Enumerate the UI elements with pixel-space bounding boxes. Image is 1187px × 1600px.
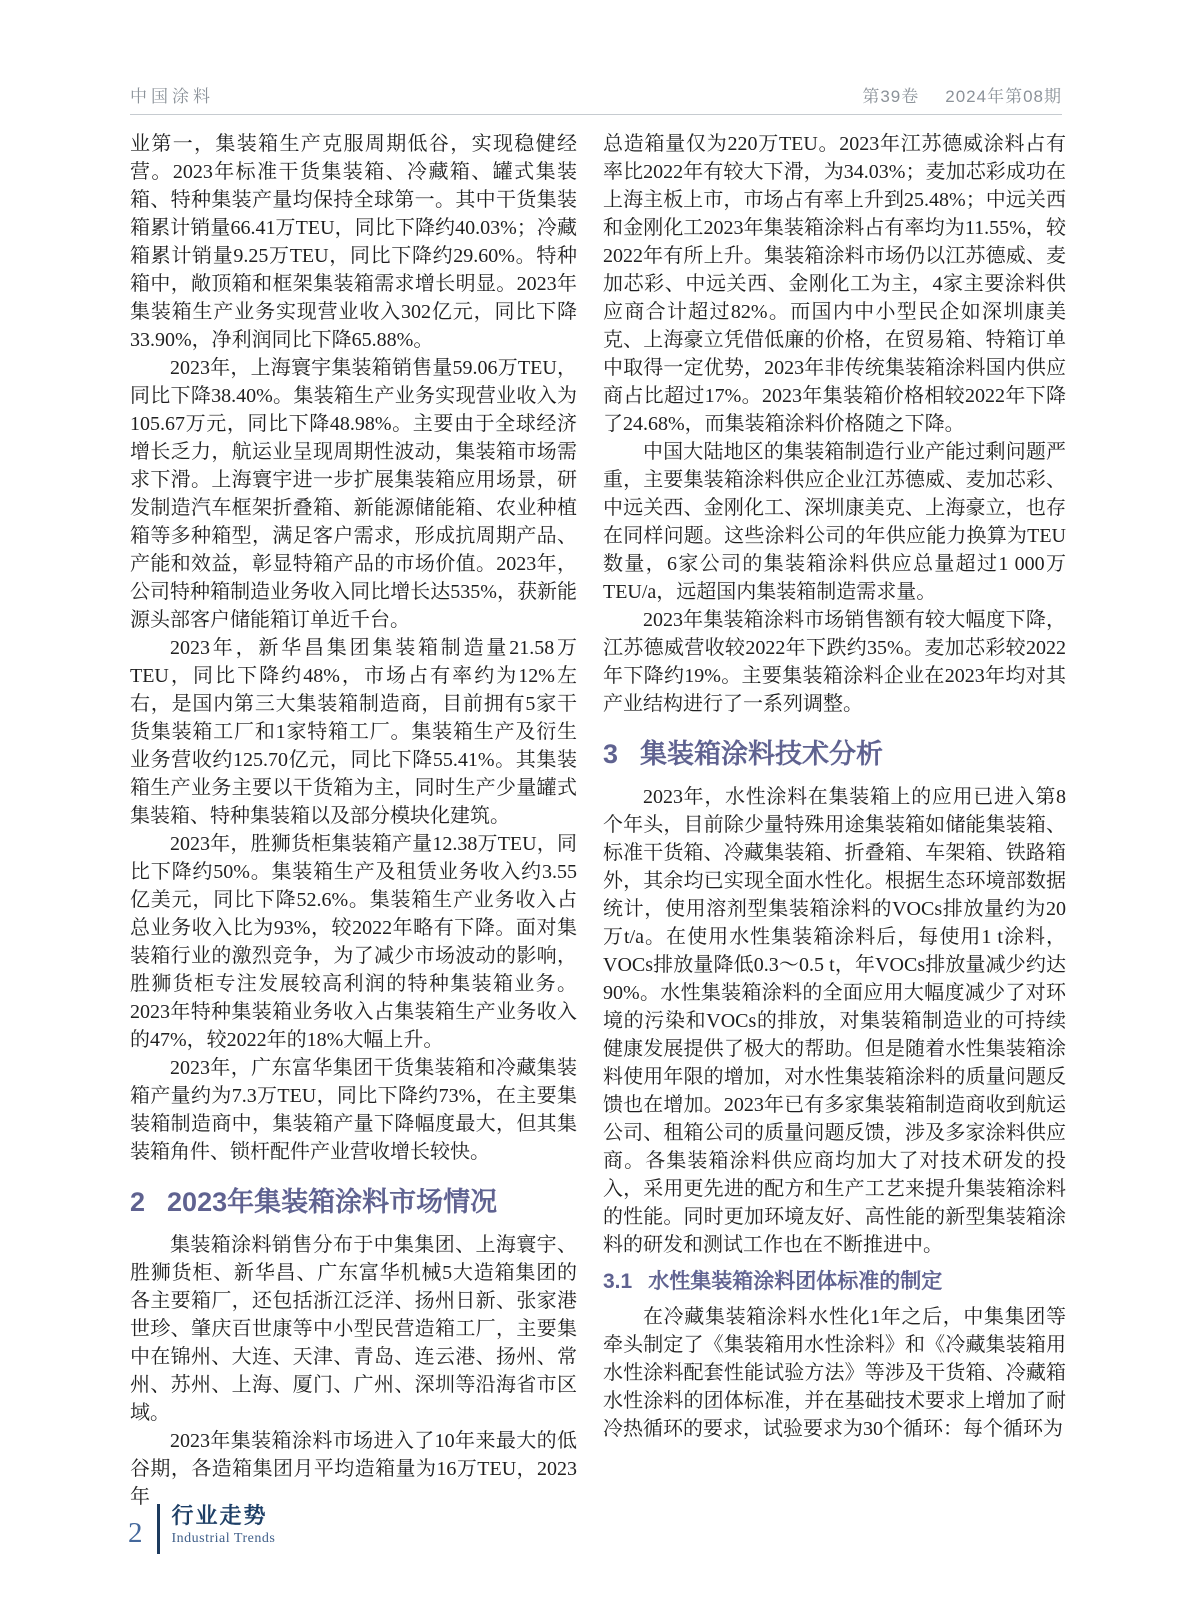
issue-label: 2024年第08期 [945,87,1062,106]
subsection-heading-3-1 [603,1269,1066,1295]
paragraph: 2023年，上海寰宇集装箱销售量59.06万TEU，同比下降38.40%。集装箱生产业务实现营业收入为105.67万元，同比下降48.98%。主要由于全球经济增长乏力，航运业呈现周期性波动，集装箱市场需求下滑。上海寰宇进一步扩展集装箱应用场景，研发制造汽车框架折叠箱、新能源储能箱、农业种植箱等多种箱型，满足客户需求，形成抗周期产品、产能和效益，彰显特箱产品的市场价值。2023年，公司特种箱制造业务收入同比增长达535%，获新能源头部客户储能箱订单近千台。 [130,357,577,631]
journal-title: 中国涂料 [130,87,214,106]
paragraph: 2023年，广东富华集团干货集装箱和冷藏集装箱产量约为7.3万TEU，同比下降约73%，在主要集装箱制造商中，集装箱产量下降幅度最大，但其集装箱角件、锁杆配件产业营收增长较快。 [130,1057,577,1163]
paragraph: 总造箱量仅为220万TEU。2023年江苏德威涂料占有率比2022年有较大下滑，为34.03%；麦加芯彩成功在上海主板上市，市场占有率上升到25.48%；中远关西和金刚化工2023年集装箱涂料占有率均为11.55%，较2022年有所上升。集装箱涂料市场仍以江苏德威、麦加芯彩、中远关西、金刚化工为主，4家主要涂料供应商合计超过82%。而国内中小型民企如深圳康美克、上海豪立凭借低廉的价格，在贸易箱、特箱订单中取得一定优势，2023年非传统集装箱涂料国内供应商占比超过17%。2023年集装箱价格相较2022年下降了24.68%，而集装箱涂料价格随之下降。 [603,133,1066,435]
footer-section-cn: 行业走势 [171,1503,268,1528]
left-column [130,130,577,1511]
section-number: 3 [603,739,619,769]
paragraph: 2023年集装箱涂料市场销售额有较大幅度下降，江苏德威营收较2022年下跌约35%。麦加芯彩较2022年下降约19%。主要集装箱涂料企业在2023年均对其产业结构进行了一系列调整。 [603,609,1066,715]
subsection-title: 水性集装箱涂料团体标准的制定 [648,1270,943,1294]
paragraph: 在冷藏集装箱涂料水性化1年之后，中集集团等牵头制定了《集装箱用水性涂料》和《冷藏集装箱用水性涂料配套性能试验方法》等涉及干货箱、冷藏箱水性涂料的团体标准，并在基础技术要求上增加了耐冷热循环的要求，试验要求为30个循环：每个循环为 [603,1305,1066,1440]
page-footer [128,1504,275,1554]
paragraph: 2023年集装箱涂料市场进入了10年来最大的低谷期，各造箱集团月平均造箱量为16万TEU，2023年 [130,1430,577,1509]
section-title: 2023年集装箱涂料市场情况 [167,1187,498,1217]
page-number: 2 [128,1517,143,1549]
paragraph: 2023年，新华昌集团集装箱制造量21.58万TEU，同比下降约48%，市场占有率约为12%左右，是国内第三大集装箱制造商，目前拥有5家干货集装箱工厂和1家特箱工厂。集装箱生产及衍生业务营收约125.70亿元，同比下降55.41%。其集装箱生产业务主要以干货箱为主，同时生产少量罐式集装箱、特种集装箱以及部分模块化建筑。 [130,637,577,827]
paragraph: 中国大陆地区的集装箱制造行业产能过剩问题严重，主要集装箱涂料供应企业江苏德威、麦加芯彩、中远关西、金刚化工、深圳康美克、上海豪立，也存在同样问题。这些涂料公司的年供应能力换算为TEU数量，6家公司的集装箱涂料供应总量超过1 000万TEU/a，远超国内集装箱制造需求量。 [603,441,1066,603]
paragraph: 集装箱涂料销售分布于中集集团、上海寰宇、胜狮货柜、新华昌、广东富华机械5大造箱集团的各主要箱厂，还包括浙江泛洋、扬州日新、张家港世珍、肇庆百世康等中小型民营造箱工厂，主要集中在锦州、大连、天津、青岛、连云港、扬州、常州、苏州、上海、厦门、广州、深圳等沿海省市区域。 [130,1234,577,1425]
section-title: 集装箱涂料技术分析 [640,739,884,769]
section-number: 2 [130,1187,146,1217]
paragraph: 2023年，胜狮货柜集装箱产量12.38万TEU，同比下降约50%。集装箱生产及租赁业务收入约3.55亿美元，同比下降52.6%。集装箱生产业务收入占总业务收入比为93%，较2022年略有下降。面对集装箱行业的激烈竞争，为了减少市场波动的影响，胜狮货柜专注发展较高利润的特种集装箱业务。2023年特种集装箱业务收入占集装箱生产业务收入的47%，较2022年的18%大幅上升。 [130,833,577,1051]
issue-info [862,82,1062,107]
volume-label: 第39卷 [862,87,920,106]
paragraph: 2023年，水性涂料在集装箱上的应用已进入第8个年头，目前除少量特殊用途集装箱如储能集装箱、标准干货箱、冷藏集装箱、折叠箱、车架箱、铁路箱外，其余均已实现全面水性化。根据生态环境部数据统计，使用溶剂型集装箱涂料的VOCs排放量约为20万t/a。在使用水性集装箱涂料后，每使用1 t涂料，VOCs排放量降低0.3～0.5 t，年VOCs排放量减少约达90%。水性集装箱涂料的全面应用大幅度减少了对环境的污染和VOCs的排放，对集装箱制造业的可持续健康发展提供了极大的帮助。但是随着水性集装箱涂料使用年限的增加，对水性集装箱涂料的质量问题反馈也在增加。2023年已有多家集装箱制造商收到航运公司、租箱公司的质量问题反馈，涉及多家涂料供应商。各集装箱涂料供应商均加大了对技术研发的投入，采用更先进的配方和生产工艺来提升集装箱涂料的性能。同时更加环境友好、高性能的新型集装箱涂料的研发和测试工作也在不断推进中。 [603,786,1066,1257]
paragraph: 业第一，集装箱生产克服周期低谷，实现稳健经营。2023年标准干货集装箱、冷藏箱、罐式集装箱、特种集装产量均保持全球第一。其中干货集装箱累计销量66.41万TEU，同比下降约40.03%；冷藏箱累计销量9.25万TEU，同比下降约29.60%。特种箱中，敞顶箱和框架集装箱需求增长明显。2023年集装箱生产业务实现营业收入302亿元，同比下降33.90%，净利润同比下降65.88%。 [130,133,577,351]
running-head [130,82,1062,115]
subsection-number: 3.1 [603,1270,633,1294]
footer-divider [157,1504,160,1554]
footer-section-en: Industrial Trends [171,1531,276,1547]
section-heading-3 [603,738,1066,770]
section-heading-2 [130,1186,577,1218]
footer-section [172,1504,276,1554]
right-column [603,130,1066,1511]
article-body [130,130,1066,1511]
